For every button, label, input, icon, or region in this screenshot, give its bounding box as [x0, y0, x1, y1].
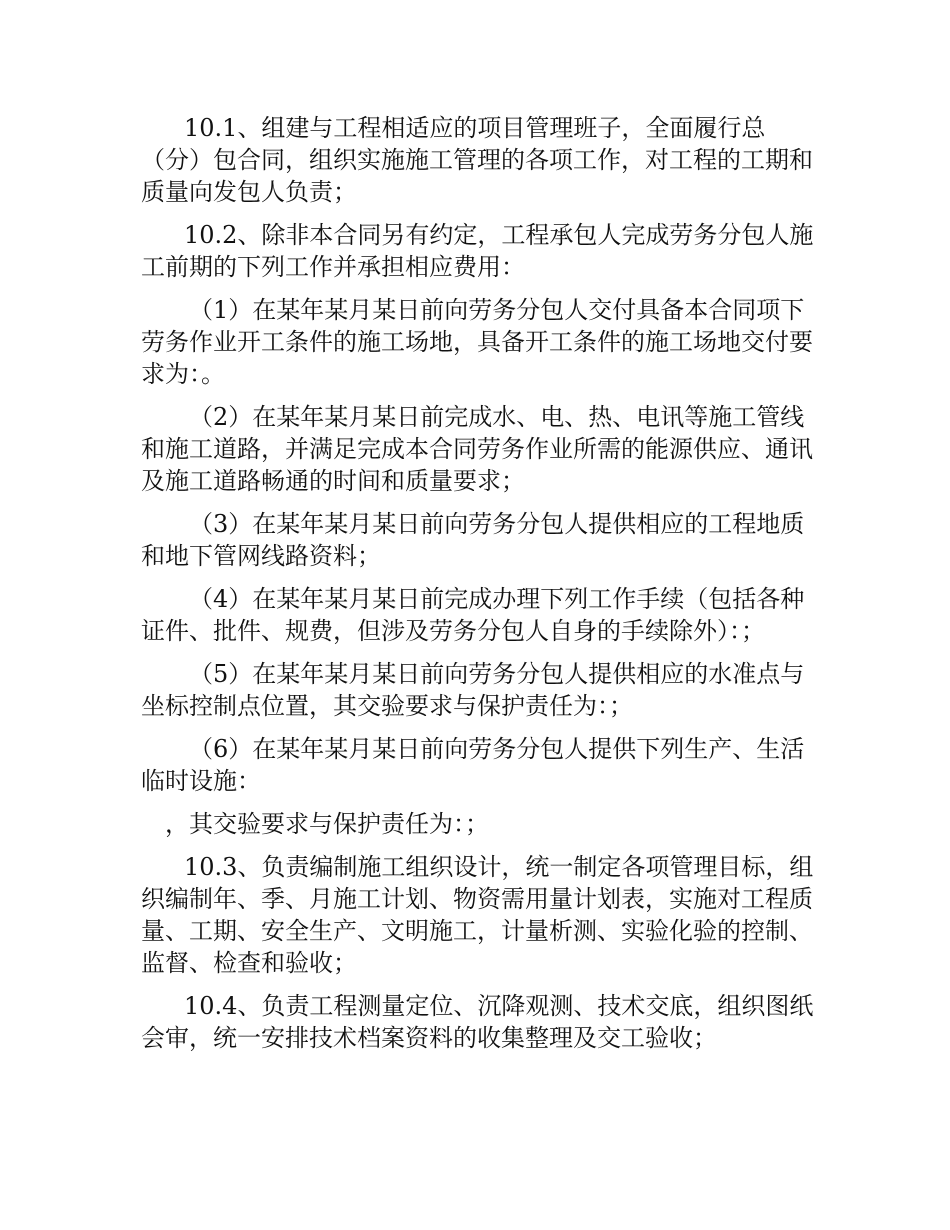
clause-10-2-item-6: （6）在某年某月某日前向劳务分包人提供下列生产、生活临时设施：: [141, 735, 805, 795]
clause-10-2-item-2: （2）在某年某月某日前完成水、电、热、电讯等施工管线和施工道路，并满足完成本合同劳务作业所需的能源供应、通讯及施工道路畅通的时间和质量要求；: [141, 403, 813, 495]
clause-10-3: 10.3、负责编制施工组织设计，统一制定各项管理目标，组织编制年、季、月施工计划、物资需用量计划表，实施对工程质量、工期、安全生产、文明施工，计量析测、实验化验的控制、监督、检查和验收；: [141, 853, 814, 977]
document-body: [141, 112, 816, 1065]
clause-10-2-item-1: （1）在某年某月某日前向劳务分包人交付具备本合同项下劳务作业开工条件的施工场地，具备开工条件的施工场地交付要求为：。: [141, 296, 813, 388]
clause-10-2-item-6-continuation: ，其交验要求与保护责任为：；: [165, 810, 489, 838]
clause-10-2-item-3: （3）在某年某月某日前向劳务分包人提供相应的工程地质和地下管网线路资料；: [141, 510, 805, 570]
clause-10-2-item-4: （4）在某年某月某日前完成办理下列工作手续（包括各种证件、批件、规费，但涉及劳务分包人自身的手续除外）：；: [141, 585, 805, 645]
clause-10-1: 10.1、组建与工程相适应的项目管理班子，全面履行总（分）包合同，组织实施施工管理的各项工作，对工程的工期和质量向发包人负责；: [141, 114, 813, 206]
clause-10-2: 10.2、除非本合同另有约定，工程承包人完成劳务分包人施工前期的下列工作并承担相应费用：: [141, 221, 814, 281]
clause-10-4: 10.4、负责工程测量定位、沉降观测、技术交底，组织图纸会审，统一安排技术档案资料的收集整理及交工验收；: [141, 992, 814, 1052]
clause-10-2-item-5: （5）在某年某月某日前向劳务分包人提供相应的水准点与坐标控制点位置，其交验要求与保护责任为：；: [141, 660, 805, 720]
